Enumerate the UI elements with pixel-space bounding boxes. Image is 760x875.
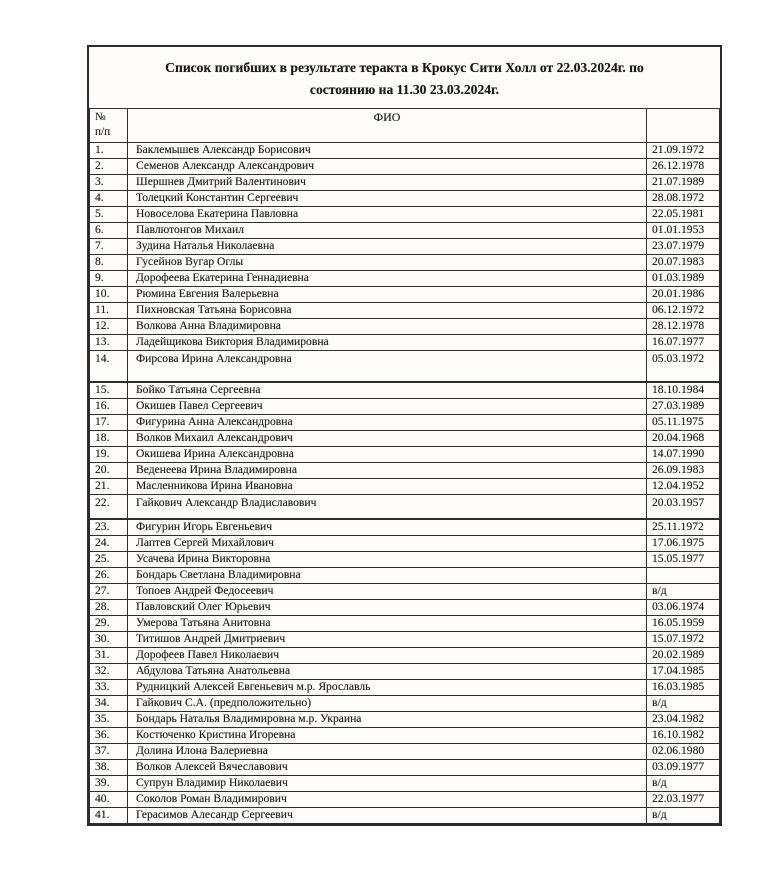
victim-name-cell: Масленникова Ирина Ивановна: [128, 478, 647, 494]
row-number-cell: 29.: [90, 615, 128, 631]
row-number-cell: 20.: [90, 462, 128, 478]
row-number-cell: 33.: [90, 679, 128, 695]
row-number-cell: 35.: [90, 711, 128, 727]
birthdate-cell: 27.03.1989: [647, 398, 720, 414]
birthdate-cell: в/д: [647, 583, 720, 599]
birthdate-cell: 17.06.1975: [647, 535, 720, 551]
victim-name-cell: Фигурина Анна Александровна: [128, 414, 647, 430]
table-row: [90, 807, 720, 823]
victim-name-cell: Герасимов Алесандр Сергеевич: [128, 807, 647, 823]
table-row: [90, 382, 720, 399]
birthdate-cell: 15.07.1972: [647, 631, 720, 647]
birthdate-cell: 01.03.1989: [647, 270, 720, 286]
table-row: [90, 270, 720, 286]
table-row: [90, 551, 720, 567]
victim-name-cell: Павлютонгов Михаил: [128, 222, 647, 238]
row-number-cell: 4.: [90, 190, 128, 206]
row-number-cell: 18.: [90, 430, 128, 446]
row-number-cell: 41.: [90, 807, 128, 823]
victim-name-cell: Бондарь Светлана Владимировна: [128, 567, 647, 583]
victim-name-cell: Пихновская Татьяна Борисовна: [128, 302, 647, 318]
row-number-cell: 34.: [90, 695, 128, 711]
table-row: [90, 695, 720, 711]
table-row: [90, 775, 720, 791]
birthdate-cell: 26.12.1978: [647, 158, 720, 174]
table-row: [90, 462, 720, 478]
col-header-number: [90, 108, 128, 142]
birthdate-cell: в/д: [647, 775, 720, 791]
birthdate-cell: 28.12.1978: [647, 318, 720, 334]
document-title: [89, 47, 720, 108]
row-number-cell: 30.: [90, 631, 128, 647]
victim-name-cell: Зудина Наталья Николаевна: [128, 238, 647, 254]
birthdate-cell: 20.01.1986: [647, 286, 720, 302]
birthdate-cell: 20.04.1968: [647, 430, 720, 446]
row-number-cell: 37.: [90, 743, 128, 759]
victims-table: [89, 108, 720, 824]
victim-name-cell: Волков Алексей Вячеславович: [128, 759, 647, 775]
row-number-cell: 40.: [90, 791, 128, 807]
table-row: [90, 711, 720, 727]
victim-name-cell: Умерова Татьяна Анитовна: [128, 615, 647, 631]
table-row: [90, 238, 720, 254]
table-row: [90, 350, 720, 382]
victim-name-cell: Усачева Ирина Викторовна: [128, 551, 647, 567]
row-number-cell: 39.: [90, 775, 128, 791]
birthdate-cell: 02.06.1980: [647, 743, 720, 759]
victim-name-cell: Абдулова Татьяна Анатольевна: [128, 663, 647, 679]
row-number-cell: 5.: [90, 206, 128, 222]
row-number-cell: 16.: [90, 398, 128, 414]
table-row: [90, 478, 720, 494]
table-row: [90, 318, 720, 334]
row-number-cell: 12.: [90, 318, 128, 334]
col-header-name: ФИО: [128, 108, 647, 142]
table-row: [90, 759, 720, 775]
victim-name-cell: Фирсова Ирина Александровна: [128, 350, 647, 382]
table-row: [90, 743, 720, 759]
row-number-cell: 10.: [90, 286, 128, 302]
birthdate-cell: 16.10.1982: [647, 727, 720, 743]
victim-name-cell: Ладейщикова Виктория Владимировна: [128, 334, 647, 350]
birthdate-cell: 12.04.1952: [647, 478, 720, 494]
birthdate-cell: 15.05.1977: [647, 551, 720, 567]
table-row: [90, 430, 720, 446]
victim-name-cell: Гайкович С.А. (предположительно): [128, 695, 647, 711]
table-row: [90, 174, 720, 190]
victim-name-cell: Титишов Андрей Дмитриевич: [128, 631, 647, 647]
table-row: [90, 206, 720, 222]
birthdate-cell: 21.07.1989: [647, 174, 720, 190]
birthdate-cell: 28.08.1972: [647, 190, 720, 206]
victim-name-cell: Толецкий Константин Сергеевич: [128, 190, 647, 206]
birthdate-cell: 03.06.1974: [647, 599, 720, 615]
row-number-cell: 7.: [90, 238, 128, 254]
victim-name-cell: Рудницкий Алексей Евгеньевич м.р. Ярославль: [128, 679, 647, 695]
victim-name-cell: Гусейнов Вугар Оглы: [128, 254, 647, 270]
col-header-dob: [647, 108, 720, 142]
row-number-cell: 28.: [90, 599, 128, 615]
birthdate-cell: 26.09.1983: [647, 462, 720, 478]
birthdate-cell: 22.03.1977: [647, 791, 720, 807]
victim-name-cell: Дорофеев Павел Николаевич: [128, 647, 647, 663]
document-frame: [87, 45, 722, 826]
table-row: [90, 791, 720, 807]
birthdate-cell: 16.07.1977: [647, 334, 720, 350]
birthdate-cell: 23.07.1979: [647, 238, 720, 254]
victim-name-cell: Рюмина Евгения Валерьевна: [128, 286, 647, 302]
victim-name-cell: Соколов Роман Владимирович: [128, 791, 647, 807]
table-row: [90, 398, 720, 414]
victim-name-cell: Семенов Александр Александрович: [128, 158, 647, 174]
row-number-cell: 24.: [90, 535, 128, 551]
table-row: [90, 158, 720, 174]
birthdate-cell: 03.09.1977: [647, 759, 720, 775]
birthdate-cell: 06.12.1972: [647, 302, 720, 318]
table-row: [90, 519, 720, 536]
birthdate-cell: 20.03.1957: [647, 494, 720, 519]
victim-name-cell: Новоселова Екатерина Павловна: [128, 206, 647, 222]
row-number-cell: 23.: [90, 519, 128, 536]
victim-name-cell: Окишев Павел Сергеевич: [128, 398, 647, 414]
table-row: [90, 631, 720, 647]
row-number-cell: 22.: [90, 494, 128, 519]
row-number-cell: 14.: [90, 350, 128, 382]
table-row: [90, 334, 720, 350]
birthdate-cell: 16.05.1959: [647, 615, 720, 631]
table-row: [90, 615, 720, 631]
table-row: [90, 535, 720, 551]
table-row: [90, 679, 720, 695]
birthdate-cell: 17.04.1985: [647, 663, 720, 679]
row-number-cell: 27.: [90, 583, 128, 599]
birthdate-cell: 05.11.1975: [647, 414, 720, 430]
row-number-cell: 9.: [90, 270, 128, 286]
row-number-cell: 8.: [90, 254, 128, 270]
row-number-cell: 2.: [90, 158, 128, 174]
birthdate-cell: 25.11.1972: [647, 519, 720, 536]
victim-name-cell: Павловский Олег Юрьевич: [128, 599, 647, 615]
row-number-cell: 17.: [90, 414, 128, 430]
victim-name-cell: Дорофеева Екатерина Геннадиевна: [128, 270, 647, 286]
victim-name-cell: Долина Илона Валериевна: [128, 743, 647, 759]
birthdate-cell: 18.10.1984: [647, 382, 720, 399]
birthdate-cell: 05.03.1972: [647, 350, 720, 382]
birthdate-cell: в/д: [647, 695, 720, 711]
row-number-cell: 13.: [90, 334, 128, 350]
birthdate-cell: 14.07.1990: [647, 446, 720, 462]
victim-name-cell: Волков Михаил Александрович: [128, 430, 647, 446]
table-row: [90, 647, 720, 663]
victim-name-cell: Баклемышев Александр Борисович: [128, 142, 647, 158]
birthdate-cell: 21.09.1972: [647, 142, 720, 158]
table-row: [90, 286, 720, 302]
birthdate-cell: [647, 567, 720, 583]
victim-name-cell: Фигурин Игорь Евгеньевич: [128, 519, 647, 536]
birthdate-cell: в/д: [647, 807, 720, 823]
birthdate-cell: 16.03.1985: [647, 679, 720, 695]
col-header-number-line1: №: [95, 110, 106, 123]
table-row: [90, 254, 720, 270]
row-number-cell: 38.: [90, 759, 128, 775]
table-row: [90, 599, 720, 615]
table-row: [90, 222, 720, 238]
row-number-cell: 1.: [90, 142, 128, 158]
row-number-cell: 31.: [90, 647, 128, 663]
col-header-number-line2: п/п: [95, 126, 111, 139]
row-number-cell: 15.: [90, 382, 128, 399]
birthdate-cell: 23.04.1982: [647, 711, 720, 727]
victim-name-cell: Шершнев Дмитрий Валентинович: [128, 174, 647, 190]
table-row: [90, 583, 720, 599]
victim-name-cell: Топоев Андрей Федосеевич: [128, 583, 647, 599]
victim-name-cell: Бойко Татьяна Сергеевна: [128, 382, 647, 399]
victim-name-cell: Костюченко Кристина Игоревна: [128, 727, 647, 743]
row-number-cell: 25.: [90, 551, 128, 567]
document-title-line2: состоянию на 11.30 23.03.2024г.: [309, 81, 500, 97]
row-number-cell: 21.: [90, 478, 128, 494]
row-number-cell: 19.: [90, 446, 128, 462]
victim-name-cell: Веденеева Ирина Владимировна: [128, 462, 647, 478]
table-row: [90, 494, 720, 519]
table-row: [90, 727, 720, 743]
table-row: [90, 190, 720, 206]
row-number-cell: 32.: [90, 663, 128, 679]
table-row: [90, 302, 720, 318]
row-number-cell: 11.: [90, 302, 128, 318]
row-number-cell: 26.: [90, 567, 128, 583]
table-row: [90, 567, 720, 583]
victim-name-cell: Гайкович Александр Владиславович: [128, 494, 647, 519]
birthdate-cell: 20.07.1983: [647, 254, 720, 270]
birthdate-cell: 20.02.1989: [647, 647, 720, 663]
victim-name-cell: Лаптев Сергей Михайлович: [128, 535, 647, 551]
birthdate-cell: 22.05.1981: [647, 206, 720, 222]
row-number-cell: 6.: [90, 222, 128, 238]
birthdate-cell: 01.01.1953: [647, 222, 720, 238]
row-number-cell: 3.: [90, 174, 128, 190]
row-number-cell: 36.: [90, 727, 128, 743]
victim-name-cell: Супрун Владимир Николаевич: [128, 775, 647, 791]
table-row: [90, 414, 720, 430]
victim-name-cell: Бондарь Наталья Владимировна м.р. Украина: [128, 711, 647, 727]
document-title-line1: Список погибших в результате теракта в Крокус Сити Холл от 22.03.2024г. по: [165, 60, 644, 75]
victim-name-cell: Окишева Ирина Александровна: [128, 446, 647, 462]
table-header-row: [90, 108, 720, 142]
table-row: [90, 446, 720, 462]
table-row: [90, 142, 720, 158]
victim-name-cell: Волкова Анна Владимировна: [128, 318, 647, 334]
table-row: [90, 663, 720, 679]
